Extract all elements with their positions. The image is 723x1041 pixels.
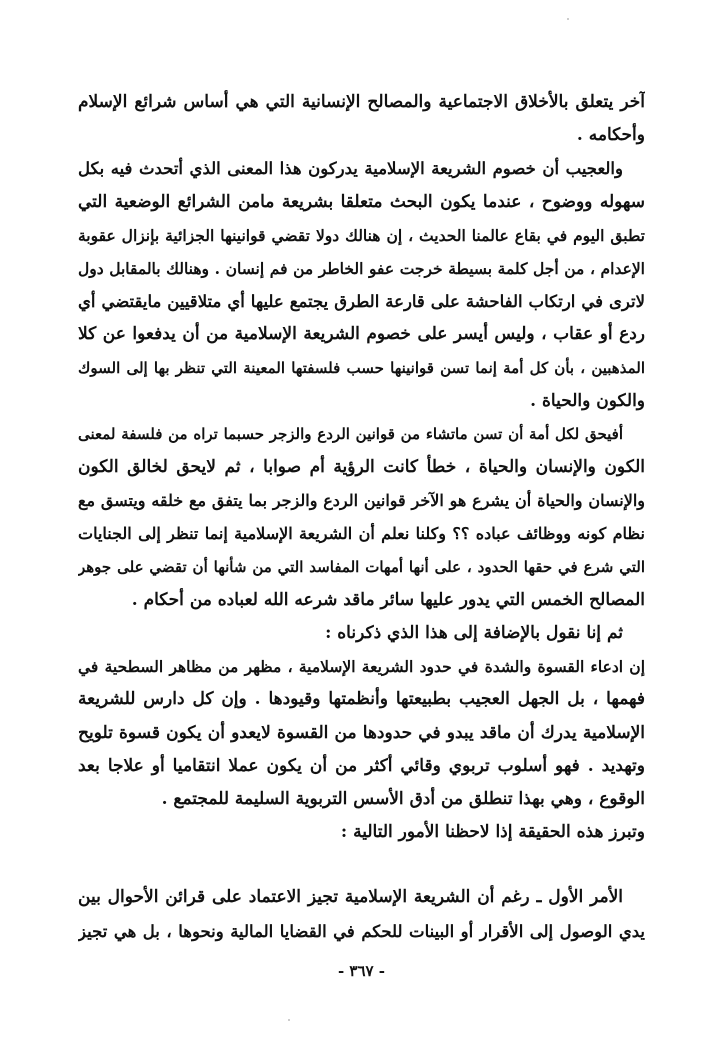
text-line: الإعدام ، من أجل كلمة بسيطة خرجت عفو الخاطر من فم إنسان . وهنالك بالمقابل دول: [78, 258, 645, 278]
text-line: إن ادعاء القسوة والشدة في حدود الشريعة الإسلامية ، مظهر من مظاهر السطحية في: [78, 657, 645, 677]
text-line: يدي الوصول إلى الأقرار أو البينات للحكم في القضايا المالية ونحوها ، بل هي تجيز: [78, 921, 645, 941]
text-line: والعجيب أن خصوم الشريعة الإسلامية يدركون هذا المعنى الذي أتحدث فيه بكل: [78, 159, 623, 179]
text-line: المصالح الخمس التي يدور عليها سائر ماقد شرعه الله لعباده من أحكام .: [131, 589, 645, 610]
text-line: الأمر الأول ـ رغم أن الشريعة الإسلامية تجيز الاعتماد على قرائن الأحوال بين: [78, 887, 623, 908]
text-line: وتبرز هذه الحقيقة إذا لاحظنا الأمور التالية :: [340, 822, 645, 843]
text-line: المذهبين ، بأن كل أمة إنما تسن قوانينها حسب فلسفتها المعينة التي تنظر بها إلى السوك: [78, 358, 645, 377]
text-line: الإسلامية يدرك أن ماقد يبدو في حدودها من القسوة لايعدو أن يكون قسوة تلويح: [78, 722, 645, 743]
text-line: وتهديد . فهو أسلوب تربوي وقائي أكثر من أن يكون عملا انتقاميا أو علاجا بعد: [78, 755, 645, 776]
page-number: - ٣٦٧ -: [337, 962, 386, 980]
text-line: الكون والإنسان والحياة ، خطأ كانت الرؤية أم صوابا ، ثم لايحق لخالق الكون: [78, 457, 645, 478]
text-line: والكون والحياة .: [530, 390, 645, 411]
body-text: [78, 86, 645, 948]
text-line: آخر يتعلق بالأخلاق الاجتماعية والمصالح الإنسانية التي هي أساس شرائع الإسلام: [78, 92, 645, 112]
text-line: لاترى في ارتكاب الفاحشة على قارعة الطرق يجتمع عليها أي متلاقيين مايقتضي أي: [78, 292, 645, 312]
text-line: نظام كونه ووظائف عباده ؟؟ وكلنا نعلم أن الشريعة الإسلامية إنما تنظر إلى الجنايات: [78, 524, 645, 544]
scan-speck: [567, 18, 569, 20]
text-line: وأحكامه .: [576, 125, 645, 146]
text-line: الوقوع ، وهي بهذا تنطلق من أدق الأسس التربوية السليمة للمجتمع .: [161, 788, 645, 809]
scan-speck: [288, 1019, 290, 1021]
text-line: تطبق اليوم في بقاع عالمنا الحديث ، إن هنالك دولا تقضي قوانينها الجزائية بإنزال عقوبة: [78, 225, 645, 245]
text-line: التي شرع في حقها الحدود ، على أنها أمهات المفاسد التي من شأنها أن تقضي على جوهر: [78, 557, 645, 576]
text-line: أفيحق لكل أمة أن تسن ماتشاء من قوانين الردع والزجر حسبما تراه من فلسفة لمعنى: [78, 424, 623, 443]
text-line: فهمها ، بل الجهل العجيب بطبيعتها وأنظمتها وقيودها . وإن كل دارس للشريعة: [78, 689, 645, 710]
text-line: سهوله ووضوح ، عندما يكون البحث متعلقا بشريعة مامن الشرائع الوضعية التي: [78, 191, 645, 212]
text-line: والإنسان والحياة أن يشرع هو الآخر قوانين الردع والزجر بما يتفق مع خلقه ويتسق مع: [78, 491, 645, 511]
text-line: ردع أو عقاب ، وليس أيسر على خصوم الشريعة الإسلامية من أن يدفعوا عن كلا: [78, 324, 645, 345]
text-line: ثم إنا نقول بالإضافة إلى هذا الذي ذكرناه :: [325, 623, 623, 643]
